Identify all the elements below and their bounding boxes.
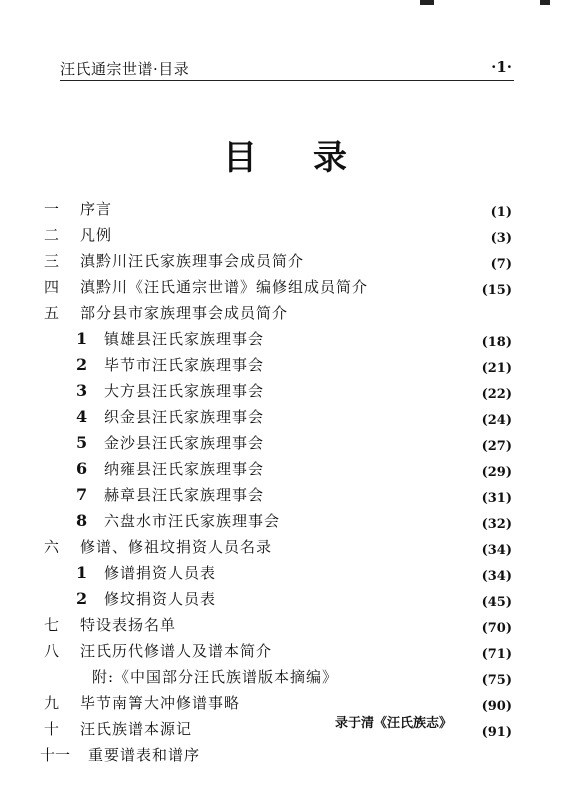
toc-entry-page: (1) [490,205,512,220]
toc-entry-page: (71) [481,647,512,662]
toc-entry-page: (34) [481,569,512,584]
toc-entry-title: 特设表扬名单 [80,616,177,634]
toc-entry [0,666,570,688]
toc-entry [0,302,570,324]
toc-entry-title: 修谱捐资人员表 [104,564,217,582]
toc-entry-number: 十 [44,720,60,738]
toc-entry-number: 2 [76,355,88,374]
toc-entry-number: 六 [44,538,60,556]
toc-entry-page: (24) [481,413,512,428]
toc-entry-title: 织金县汪氏家族理事会 [104,408,265,426]
toc-entry-title: 部分县市家族理事会成员简介 [80,304,289,322]
toc-entry-title: 大方县汪氏家族理事会 [104,382,265,400]
toc-entry [0,406,570,428]
toc-entry-title: 滇黔川汪氏家族理事会成员简介 [80,252,305,270]
toc-entry-page: (70) [481,621,512,636]
toc-entry [0,718,570,740]
toc-entry-page: (91) [481,725,512,740]
toc-entry [0,328,570,350]
header-title: 汪氏通宗世谱·目录 [60,60,190,78]
toc-entry-title: 序言 [80,200,113,218]
toc-entry-number: 1 [76,329,88,348]
toc-entry [0,458,570,480]
toc-entry-title: 凡例 [80,226,113,244]
toc-entry-page: (31) [481,491,512,506]
toc-entry [0,744,570,766]
toc-entry [0,432,570,454]
source-note: 录于清《汪氏族志》 [335,716,453,731]
toc-entry [0,276,570,298]
toc-entry [0,510,570,532]
toc-entry-page: (32) [481,517,512,532]
toc-entry-number: 1 [76,563,88,582]
toc-entry-page: (27) [481,439,512,454]
toc-entry-number: 8 [76,511,88,530]
toc-entry [0,198,570,220]
toc-entry-title: 六盘水市汪氏家族理事会 [104,512,281,530]
toc-entry-number: 7 [76,485,88,504]
toc-entry-number: 2 [76,589,88,608]
toc-entry-title: 汪氏历代修谱人及谱本简介 [80,642,273,660]
toc-entry-page: (15) [481,283,512,298]
toc-entry-page: (75) [481,673,512,688]
toc-entry-title: 毕节市汪氏家族理事会 [104,356,265,374]
toc-entry-number: 5 [76,433,88,452]
toc-entry-number: 八 [44,642,60,660]
toc-entry [0,614,570,636]
toc-entry-number: 二 [44,226,60,244]
toc-entry-number: 七 [44,616,60,634]
toc-entry-title: 赫章县汪氏家族理事会 [104,486,265,504]
toc-entry [0,692,570,714]
toc-entry [0,588,570,610]
toc-entry-title: 滇黔川《汪氏通宗世谱》编修组成员简介 [80,278,369,296]
toc-entry-title: 修谱、修祖坟捐资人员名录 [80,538,273,556]
toc-entry-page: (3) [490,231,512,246]
toc-entry-page: (7) [490,257,512,272]
toc-entry [0,562,570,584]
toc-entry-title: 汪氏族谱本源记 [80,720,193,738]
toc-entry-title: 附:《中国部分汪氏族谱版本摘编》 [92,668,339,686]
toc-entry-title: 金沙县汪氏家族理事会 [104,434,265,452]
toc-entry-number: 3 [76,381,88,400]
toc-entry-number: 五 [44,304,60,322]
toc-entry-page: (34) [481,543,512,558]
toc-entry [0,484,570,506]
toc-entry [0,250,570,272]
toc-entry-page: (22) [481,387,512,402]
toc-entry [0,224,570,246]
toc-entry [0,536,570,558]
toc-entry-title: 修坟捐资人员表 [104,590,217,608]
toc-entry-number: 一 [44,200,60,218]
toc-entry-number: 三 [44,252,60,270]
toc-entry [0,640,570,662]
header-page-number: ·1· [491,58,512,76]
toc-entry-page: (90) [481,699,512,714]
toc-entry-title: 镇雄县汪氏家族理事会 [104,330,265,348]
toc-entry-number: 九 [44,694,60,712]
toc-entry-title: 毕节南箐大冲修谱事略 [80,694,241,712]
toc-entry-page: (29) [481,465,512,480]
toc-entry-page: (18) [481,335,512,350]
toc-entry-title: 重要谱表和谱序 [88,746,201,764]
toc-entry-number: 四 [44,278,60,296]
page-heading: 目录 [223,138,403,178]
toc-entry [0,380,570,402]
toc-entry-number: 十一 [40,746,71,764]
toc-entry [0,354,570,376]
toc-entry-page: (21) [481,361,512,376]
toc-entry-number: 4 [76,407,88,426]
toc-entry-title: 纳雍县汪氏家族理事会 [104,460,265,478]
toc-entry-page: (45) [481,595,512,610]
toc-entry-number: 6 [76,459,88,478]
